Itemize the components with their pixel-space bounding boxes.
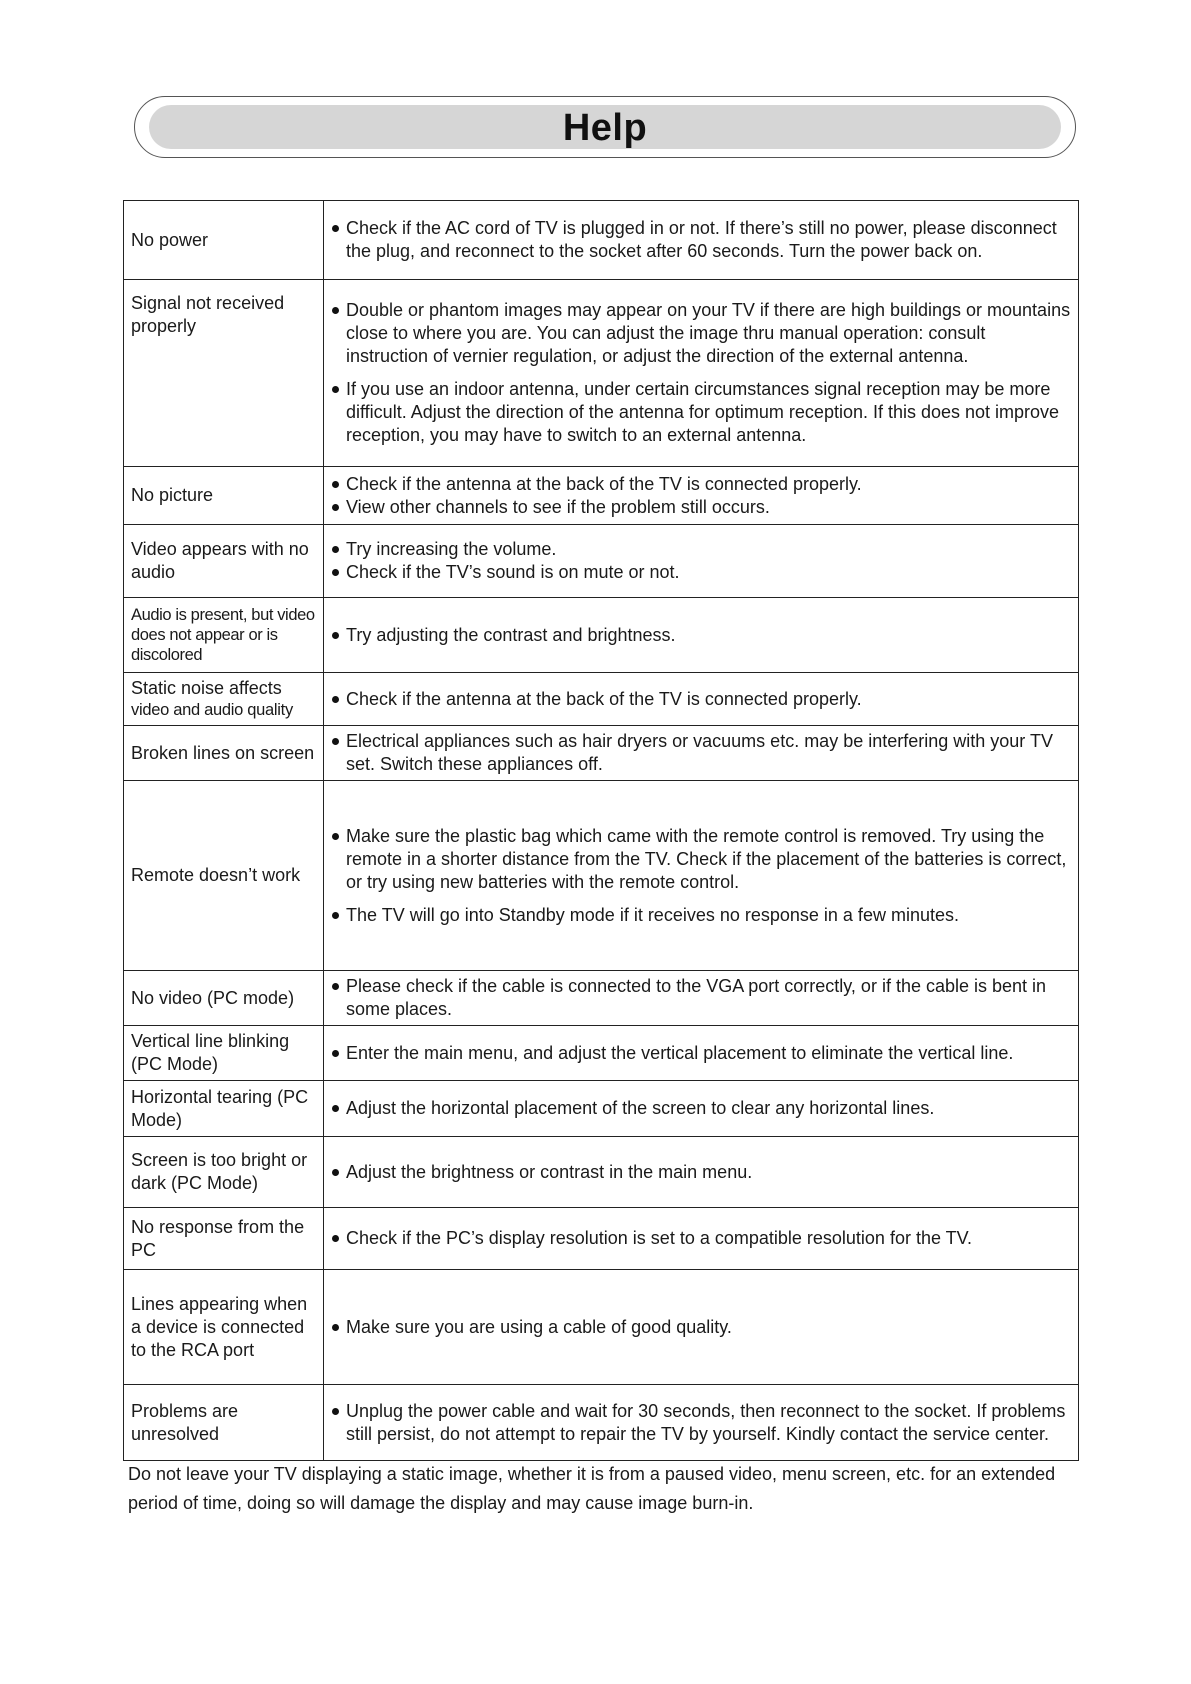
problem-cell: Vertical line blinking (PC Mode)	[124, 1026, 324, 1081]
solution-item: Adjust the brightness or contrast in the main menu.	[330, 1161, 1072, 1184]
bullet-icon	[332, 912, 339, 919]
solution-cell	[324, 1137, 1079, 1208]
bullet-icon	[332, 738, 339, 745]
solution-cell	[324, 598, 1079, 673]
problem-cell: Video appears with no audio	[124, 525, 324, 598]
solution-cell	[324, 525, 1079, 598]
solution-item: Unplug the power cable and wait for 30 seconds, then reconnect to the socket. If problems still persist, do not attempt to repair the TV by yourself. Kindly contact the service center.	[330, 1400, 1072, 1446]
bullet-icon	[332, 1050, 339, 1057]
bullet-icon	[332, 1235, 339, 1242]
solution-cell	[324, 726, 1079, 781]
solution-item: Make sure the plastic bag which came with the remote control is removed. Try using the remote in a shorter distance from the TV. Check if the placement of the batteries is correct, or try using new batteries with the remote control.	[330, 825, 1072, 894]
solution-cell	[324, 781, 1079, 971]
table-row	[124, 1137, 1079, 1208]
bullet-icon	[332, 504, 339, 511]
solution-cell	[324, 1208, 1079, 1270]
solution-item: View other channels to see if the problem still occurs.	[330, 496, 1072, 519]
solution-item: Make sure you are using a cable of good quality.	[330, 1316, 1072, 1339]
table-row	[124, 1270, 1079, 1385]
bullet-icon	[332, 225, 339, 232]
solution-cell	[324, 673, 1079, 726]
bullet-icon	[332, 696, 339, 703]
table-row	[124, 525, 1079, 598]
solution-item: Please check if the cable is connected to the VGA port correctly, or if the cable is bent in some places.	[330, 975, 1072, 1021]
bullet-icon	[332, 307, 339, 314]
problem-line: Static noise affects	[131, 678, 282, 698]
solution-cell	[324, 1385, 1079, 1461]
solution-item: Check if the TV’s sound is on mute or not.	[330, 561, 1072, 584]
problem-cell: Lines appearing when a device is connected to the RCA port	[124, 1270, 324, 1385]
problem-cell: Problems are unresolved	[124, 1385, 324, 1461]
bullet-icon	[332, 569, 339, 576]
table-row	[124, 726, 1079, 781]
solution-item: Check if the antenna at the back of the TV is connected properly.	[330, 688, 1072, 711]
table-row	[124, 280, 1079, 467]
table-row	[124, 673, 1079, 726]
table-row	[124, 201, 1079, 280]
solution-item: If you use an indoor antenna, under certain circumstances signal reception may be more difficult. Adjust the direction of the antenna for optimum reception. If this does not improve reception, you may have to switch to an external antenna.	[330, 378, 1072, 447]
bullet-icon	[332, 1408, 339, 1415]
solution-item: Adjust the horizontal placement of the screen to clear any horizontal lines.	[330, 1097, 1072, 1120]
solution-item: Try adjusting the contrast and brightness.	[330, 624, 1072, 647]
solution-cell	[324, 467, 1079, 525]
bullet-icon	[332, 1105, 339, 1112]
bullet-icon	[332, 546, 339, 553]
solution-item: Try increasing the volume.	[330, 538, 1072, 561]
solution-cell	[324, 201, 1079, 280]
problem-cell: Audio is present, but video does not appear or is discolored	[124, 598, 324, 673]
troubleshooting-table	[123, 200, 1079, 1461]
solution-cell	[324, 1081, 1079, 1137]
problem-cell: No power	[124, 201, 324, 280]
solution-item: Enter the main menu, and adjust the vertical placement to eliminate the vertical line.	[330, 1042, 1072, 1065]
problem-cell: Screen is too bright or dark (PC Mode)	[124, 1137, 324, 1208]
solution-cell	[324, 1026, 1079, 1081]
solution-cell	[324, 280, 1079, 467]
problem-cell	[124, 673, 324, 726]
solution-item: Check if the AC cord of TV is plugged in or not. If there’s still no power, please disconnect the plug, and reconnect to the socket after 60 seconds. Turn the power back on.	[330, 217, 1072, 263]
solution-item: Check if the antenna at the back of the TV is connected properly.	[330, 473, 1072, 496]
title-banner	[134, 96, 1076, 158]
table-row	[124, 1208, 1079, 1270]
burn-in-warning: Do not leave your TV displaying a static image, whether it is from a paused video, menu screen, etc. for an extended period of time, doing so will damage the display and may cause image burn-in.	[128, 1464, 1056, 1513]
problem-cell: No picture	[124, 467, 324, 525]
solution-item: Electrical appliances such as hair dryers or vacuums etc. may be interfering with your TV set. Switch these appliances off.	[330, 730, 1072, 776]
problem-cell: Horizontal tearing (PC Mode)	[124, 1081, 324, 1137]
table-row	[124, 1385, 1079, 1461]
bullet-icon	[332, 632, 339, 639]
page-title: Help	[562, 106, 648, 149]
bullet-icon	[332, 1324, 339, 1331]
table-row	[124, 467, 1079, 525]
table-row	[124, 971, 1079, 1026]
problem-cell: No response from the PC	[124, 1208, 324, 1270]
table-row	[124, 1081, 1079, 1137]
bullet-icon	[332, 833, 339, 840]
bullet-icon	[332, 386, 339, 393]
solution-item: Check if the PC’s display resolution is set to a compatible resolution for the TV.	[330, 1227, 1072, 1250]
solution-item: The TV will go into Standby mode if it receives no response in a few minutes.	[330, 904, 1072, 927]
problem-cell: Broken lines on screen	[124, 726, 324, 781]
table-row	[124, 1026, 1079, 1081]
problem-cell: No video (PC mode)	[124, 971, 324, 1026]
bullet-icon	[332, 481, 339, 488]
bullet-icon	[332, 983, 339, 990]
table-row	[124, 781, 1079, 971]
solution-cell	[324, 971, 1079, 1026]
solution-item: Double or phantom images may appear on your TV if there are high buildings or mountains close to where you are. You can adjust the image thru manual operation: consult instruction of vernier regulation, or adjust the direction of the external antenna.	[330, 299, 1072, 368]
problem-cell: Remote doesn’t work	[124, 781, 324, 971]
table-row	[124, 598, 1079, 673]
solution-cell	[324, 1270, 1079, 1385]
problem-cell: Signal not received properly	[124, 280, 324, 467]
bullet-icon	[332, 1169, 339, 1176]
title-banner-fill	[149, 105, 1061, 149]
problem-line: video and audio quality	[131, 701, 293, 719]
